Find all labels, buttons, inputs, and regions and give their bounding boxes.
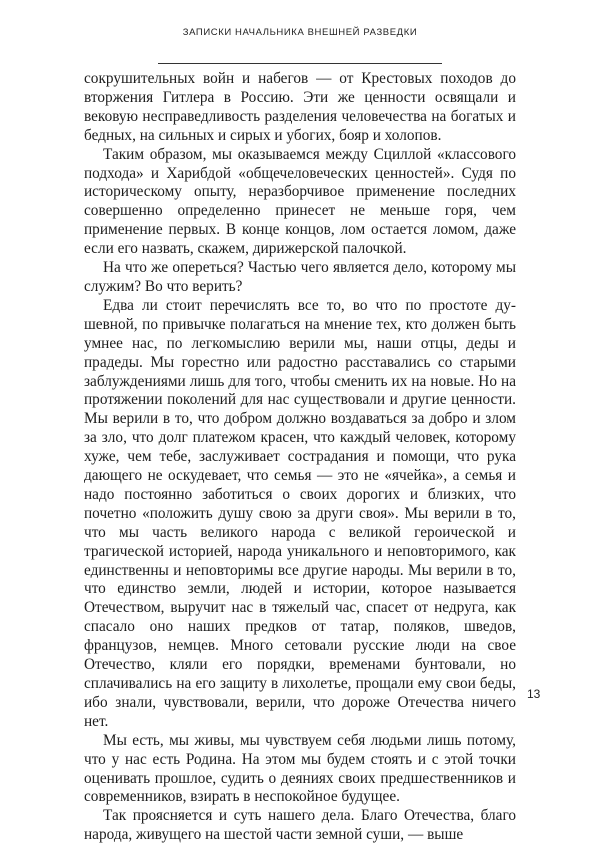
paragraph: Едва ли стоит перечислять все то, во что по простоте душевной, по привычке полагаться на мнение тех, кто должен быть умнее нас, по легкомыслию верили мы, наши отцы, деды и прадеды. Мы горестно или радостно расставались со старыми заблуждениями лишь для того, чтобы сменить их на новые. Но на протяжении поколений для нас существовали и другие ценности. Мы верили в то, что добром должно воздаваться за добро и злом за зло, что долг платежом красен, что каждый человек, которому хуже, чем тебе, заслуживает сострадания и помощи, что рука дающего не оскудевает, что семья — это не «ячейка», а семья и надо постоянно заботиться о своих дорогих и близких, что почетно «положить душу свою за други своя». Мы верили в то, что мы часть великого народа с великой героической и трагической историей, народа уникального и неповторимого, как единственны и неповторимы все другие народы. Мы верили в то, что единство земли, людей и истории, которое называется Отечеством, выручит нас в тяжелый час, спасет от недруга, как спасало оно наших предков от татар, поляков, шведов, французов, немцев. Много сетовали русские люди на свое Отечество, кляли его порядки, временами бунтовали, но сплачивались на его защиту в лихолетье, прощали ему свои беды, ибо знали, чувствовали, верили, что дороже Отечества ничего нет. xyxy=(84,296,516,730)
paragraph: Мы есть, мы живы, мы чувствуем себя людьми лишь потому, что у нас есть Родина. На этом мы будем стоять и с этой точки оценивать прошлое, судить о деяниях своих предшественников и современников, взирать в неспокойное будущее. xyxy=(84,731,516,806)
paragraph-continued: сокрушительных войн и набегов — от Крестовых походов до вторжения Гитлера в Россию. Эти же ценности освящали и вековую несправедливость разделения человечества на богатых и бедных, на сильных и сирых и убогих, бояр и холопов. xyxy=(84,70,516,144)
page-number: 13 xyxy=(527,687,541,701)
paragraph: На что же опереться? Частью чего является дело, которому мы служим? Во что верить? xyxy=(84,259,516,295)
header-rule xyxy=(158,63,442,64)
body-text xyxy=(84,70,516,845)
paragraph: Так проясняется и суть нашего дела. Благо Отечества, благо народа, живущего на шестой части земной суши, — выше xyxy=(84,807,516,844)
running-head-title: ЗАПИСКИ НАЧАЛЬНИКА ВНЕШНЕЙ РАЗВЕДКИ xyxy=(182,27,418,38)
paragraph: Таким образом, мы оказываемся между Сциллой «классового подхода» и Харибдой «общечеловеческих ценностей». Судя по историческому опыту, неразборчивое применение последних совершенно определенно принесет не меньше горя, чем применение первых. В конце концов, лом остается ломом, даже если его назвать, скажем, дирижерской палочкой. xyxy=(84,145,516,258)
